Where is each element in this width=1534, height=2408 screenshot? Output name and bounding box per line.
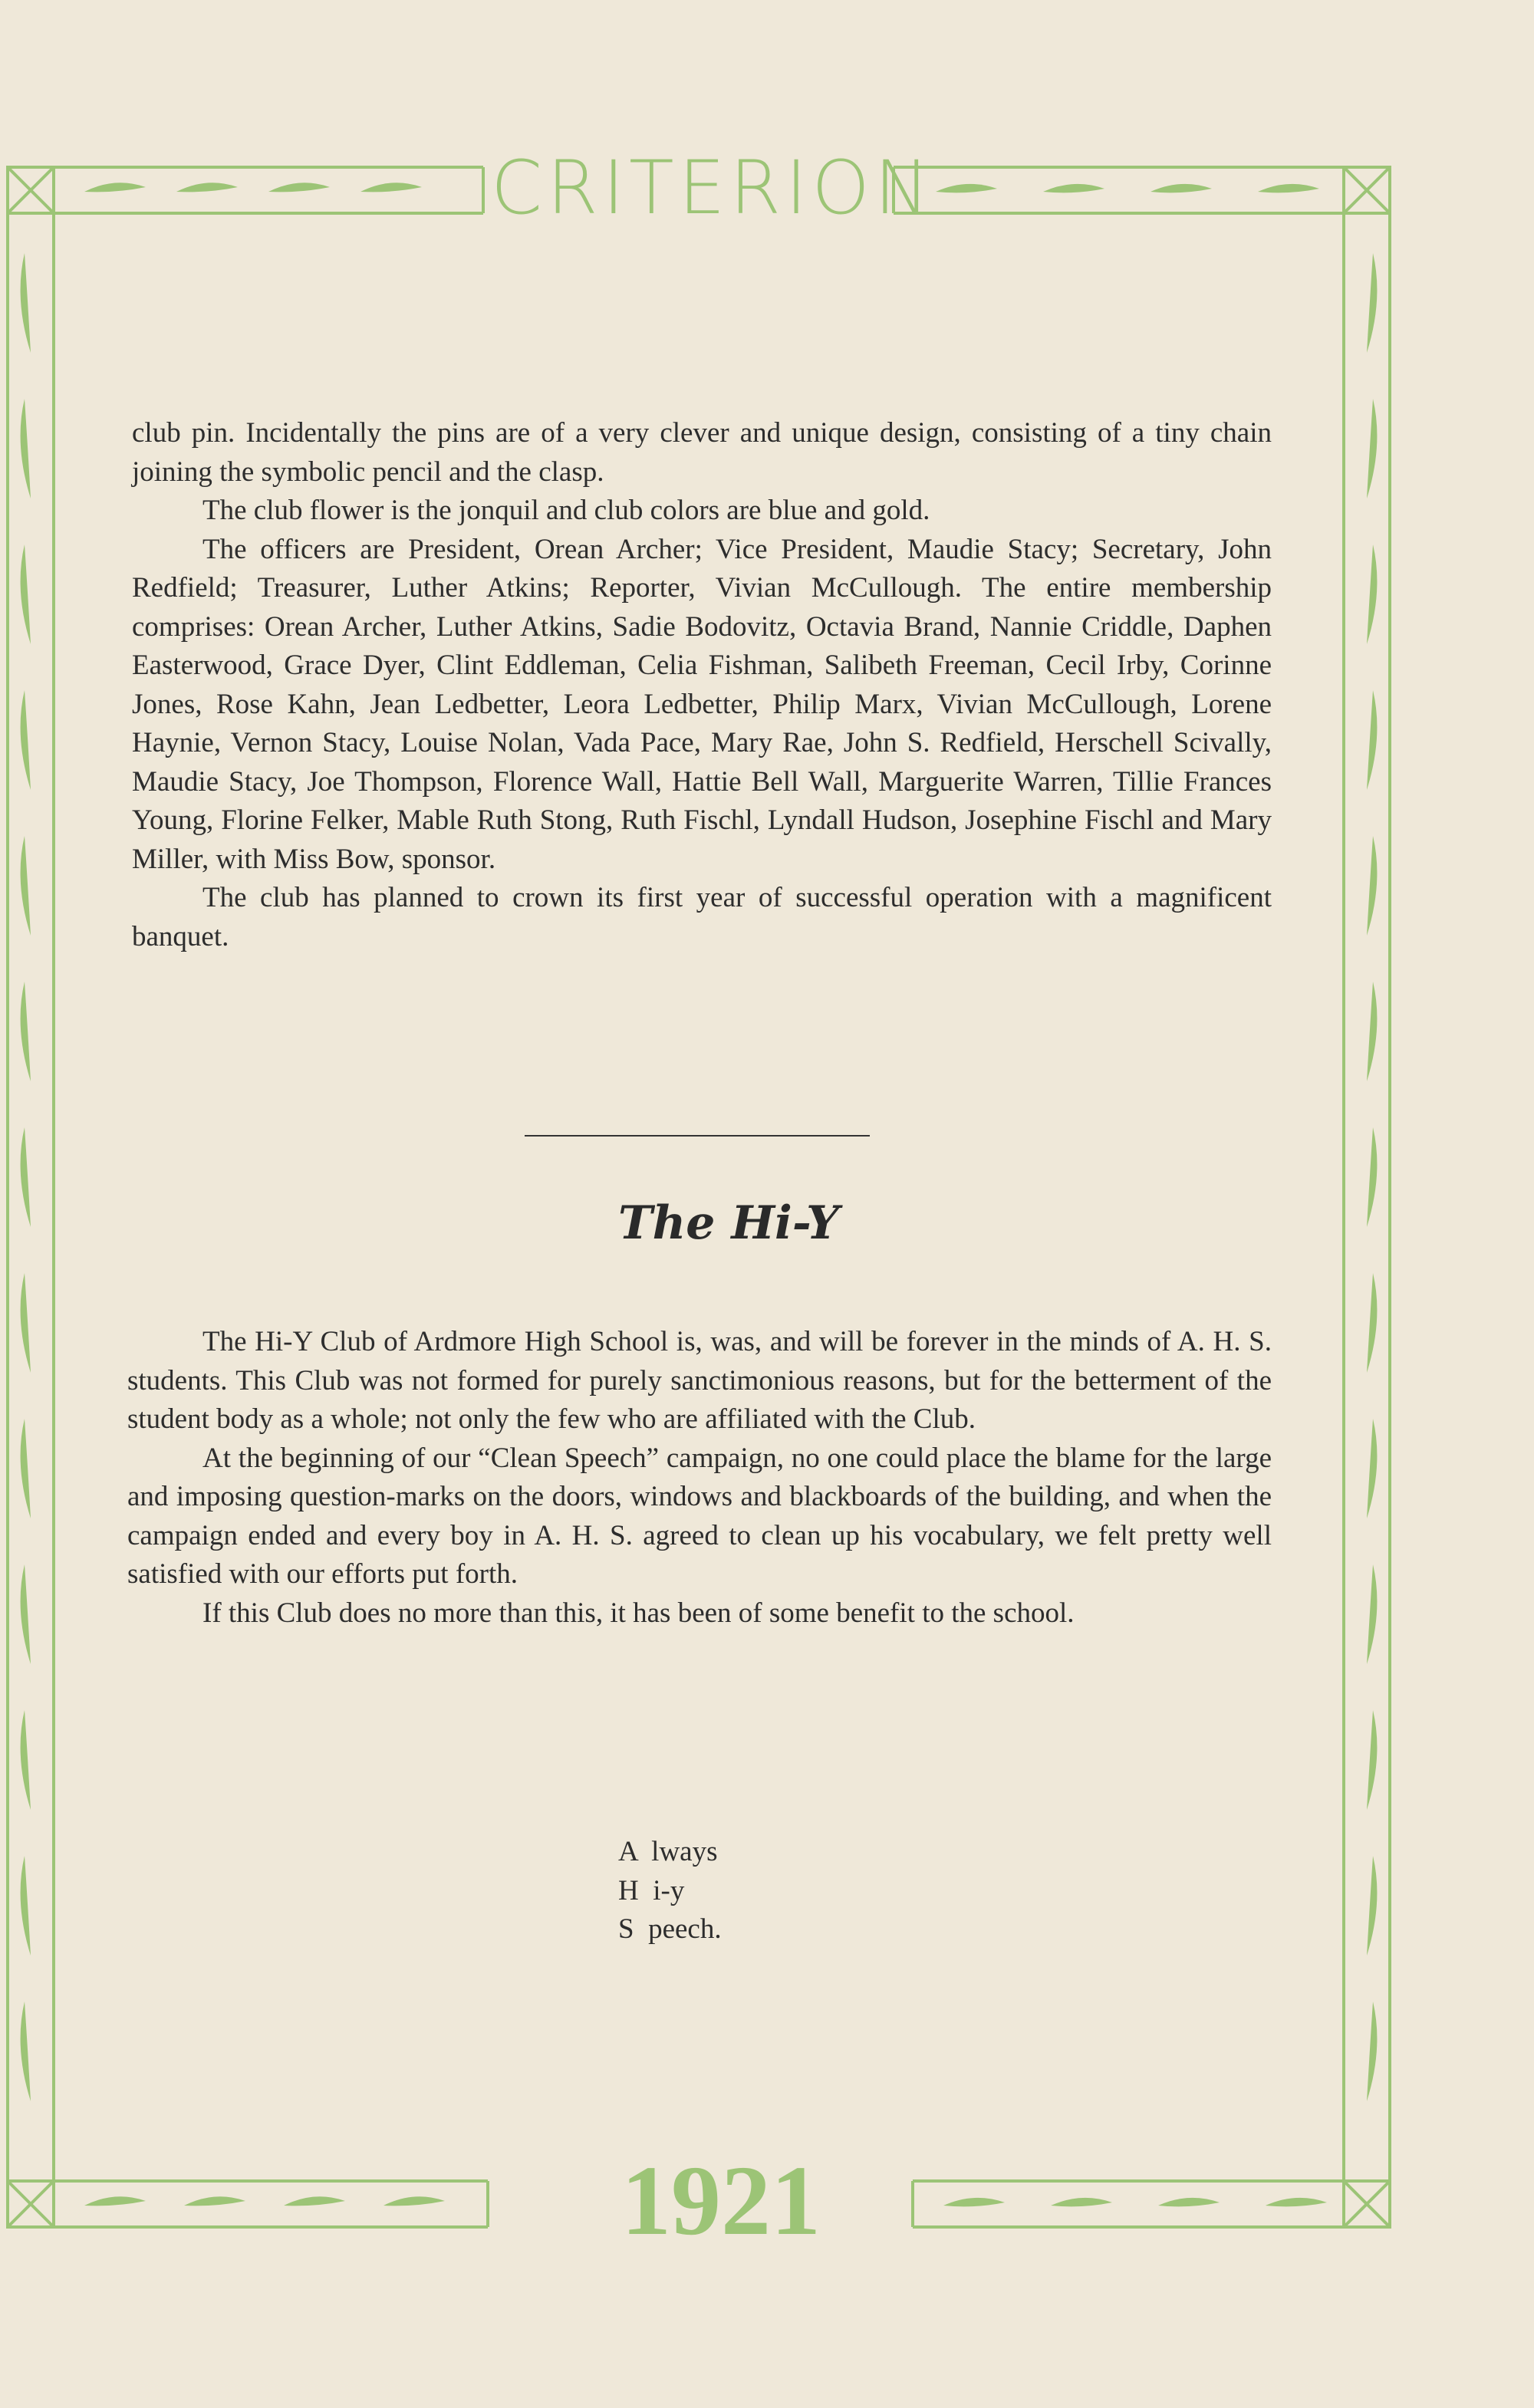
- hiy-heading: The Hi-Y: [618, 1196, 839, 1250]
- club-paragraph-4: The club has planned to crown its first year of successful operation with a magnificent banquet.: [132, 882, 1272, 952]
- club-paragraph-3: The officers are President, Orean Archer; Vice President, Maudie Stacy; Secretary, John Redfield; Treasurer, Luther Atkins; Reporter, Vivian McCullough. The entire membership comprises: Orean Archer, Luther Atkins, Sadie Bodovitz, Octavia Brand, Nannie Criddle, Daphen Easterwood, Grace Dyer, Clint Eddleman, Celia Fishman, Salibeth Freeman, Cecil Irby, Corinne Jones, Rose Kahn, Jean Ledbetter, Leora Ledbetter, Philip Marx, Vivian McCullough, Lorene Haynie, Vernon Stacy, Louise Nolan, Vada Pace, Mary Rae, John S. Redfield, Herschell Scivally, Maudie Stacy, Joe Thompson, Florence Wall, Hattie Bell Wall, Marguerite Warren, Tillie Frances Young, Florine Felker, Mable Ruth Stong, Ruth Fischl, Lyndall Hudson, Josephine Fischl and Mary Miller, with Miss Bow, sponsor.: [132, 533, 1272, 875]
- header-title: CRITERION: [491, 145, 934, 231]
- hiy-paragraph-1: The Hi-Y Club of Ardmore High School is, was, and will be forever in the minds of A. H. S. students. This Club was not formed for purely sanctimonious reasons, but for the betterment of the student body as a whole; not only the few who are affiliated with the Club.: [127, 1326, 1272, 1435]
- club-section: [132, 414, 1272, 956]
- hiy-paragraph-2: At the beginning of our “Clean Speech” campaign, no one could place the blame for the large and imposing question-marks on the doors, windows and blackboards of the building, and when the campaign ended and every boy in A. H. S. agreed to clean up his vocabulary, we felt pretty well satisfied with our efforts put forth.: [127, 1442, 1272, 1590]
- hiy-section: [127, 1323, 1272, 1633]
- club-paragraph-2: The club flower is the jonquil and club colors are blue and gold.: [202, 495, 930, 526]
- section-divider: [525, 1135, 870, 1137]
- acrostic-line: A lways: [618, 1836, 718, 1867]
- hiy-paragraph-3: If this Club does no more than this, it has been of some benefit to the school.: [202, 1597, 1075, 1629]
- footer-year: 1921: [621, 2146, 821, 2256]
- club-paragraph-1: club pin. Incidentally the pins are of a very clever and unique design, consisting of a tiny chain joining the symbolic pencil and the clasp.: [132, 417, 1272, 488]
- acrostic-line: S peech.: [618, 1913, 722, 1945]
- acrostic: [618, 1833, 925, 1949]
- acrostic-line: H i-y: [618, 1874, 685, 1906]
